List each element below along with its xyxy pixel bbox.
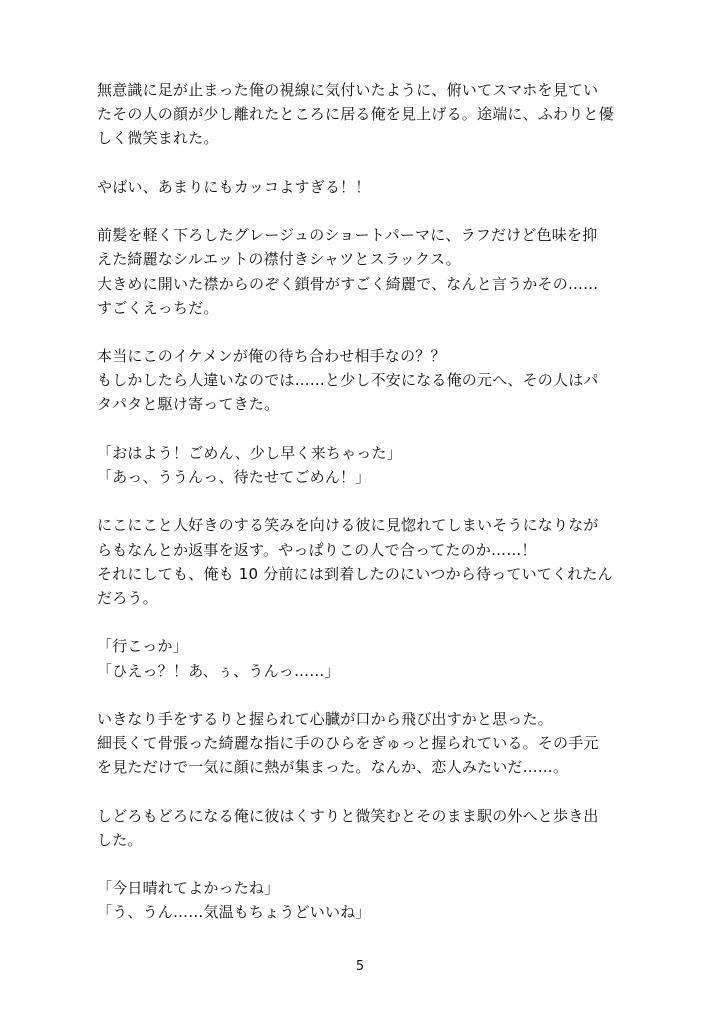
text-line: 「う、うん……気温もちょうどいいね」 xyxy=(97,903,371,922)
paragraph xyxy=(97,441,637,489)
paragraph-gap xyxy=(97,610,637,634)
paragraph-gap xyxy=(97,417,637,441)
text-line: 「ひえっ？！あ、ぅ、うんっ……」 xyxy=(97,661,340,680)
paragraph-gap xyxy=(97,320,637,344)
paragraph xyxy=(97,78,637,151)
paragraph-gap xyxy=(97,151,637,175)
text-line: たその人の顔が少し離れたところに居る俺を見上げる。途端に、ふわりと優 xyxy=(97,105,614,124)
text-line: すごくえっちだ。 xyxy=(97,298,219,317)
text-line: それにしても、俺も 10 分前には到着したのにいつから待っていてくれたん xyxy=(97,564,613,583)
paragraph xyxy=(97,804,637,852)
paragraph xyxy=(97,707,637,780)
text-line: 大きめに開いた襟からのぞく鎖骨がすごく綺麗で、なんと言うかその…… xyxy=(97,274,599,293)
text-line: らもなんとか返事を返す。やっぱりこの人で合ってたのか……！ xyxy=(97,540,537,559)
paragraph xyxy=(97,513,637,610)
text-line: しく微笑まれた。 xyxy=(97,129,219,148)
text-line: にこにこと人好きのする笑みを向ける彼に見惚れてしまいそうになりなが xyxy=(97,516,599,535)
text-line: やばい、あまりにもカッコよすぎる！！ xyxy=(97,177,371,196)
paragraph-gap xyxy=(97,779,637,803)
paragraph xyxy=(97,634,637,682)
text-line: タパタと駆け寄ってきた。 xyxy=(97,395,280,414)
text-line: した。 xyxy=(97,830,143,849)
paragraph-gap xyxy=(97,683,637,707)
text-line: 「おはよう！ごめん、少し早く来ちゃった」 xyxy=(97,443,402,462)
text-line: だろう。 xyxy=(97,588,158,607)
text-line: 細長くて骨張った綺麗な指に手のひらをぎゅっと握られている。その手元 xyxy=(97,734,599,753)
paragraph-gap xyxy=(97,199,637,223)
text-line: を見ただけで一気に顔に熱が集まった。なんか、恋人みたいだ……。 xyxy=(97,758,569,777)
text-line: 「あっ、ううんっ、待たせてごめん！」 xyxy=(97,468,371,486)
text-line: もしかしたら人違いなのでは……と少し不安になる俺の元へ、その人はパ xyxy=(97,371,599,390)
text-line: えた綺麗なシルエットの襟付きシャツとスラックス。 xyxy=(97,250,461,269)
paragraph xyxy=(97,344,637,417)
text-line: 前髪を軽く下ろしたグレージュのショートパーマに、ラフだけど色味を抑 xyxy=(97,226,598,245)
paragraph-gap xyxy=(97,489,637,513)
paragraph xyxy=(97,876,637,924)
paragraph xyxy=(97,223,637,320)
text-line: 本当にこのイケメンが俺の待ち合わせ相手なの？？ xyxy=(97,347,446,366)
paragraph xyxy=(97,175,637,199)
text-line: しどろもどろになる俺に彼はくすりと微笑むとそのまま駅の外へと歩き出 xyxy=(97,806,599,825)
body-text xyxy=(97,78,637,925)
text-line: 「行こっか」 xyxy=(97,637,188,656)
paragraph-gap xyxy=(97,852,637,876)
text-line: 「今日晴れてよかったね」 xyxy=(97,879,280,898)
text-line: 無意識に足が止まった俺の視線に気付いたように、俯いてスマホを見てい xyxy=(97,81,599,99)
page-number: 5 xyxy=(355,959,365,974)
text-line: いきなり手をするりと握られて心臓が口から飛び出すかと思った。 xyxy=(97,709,554,728)
